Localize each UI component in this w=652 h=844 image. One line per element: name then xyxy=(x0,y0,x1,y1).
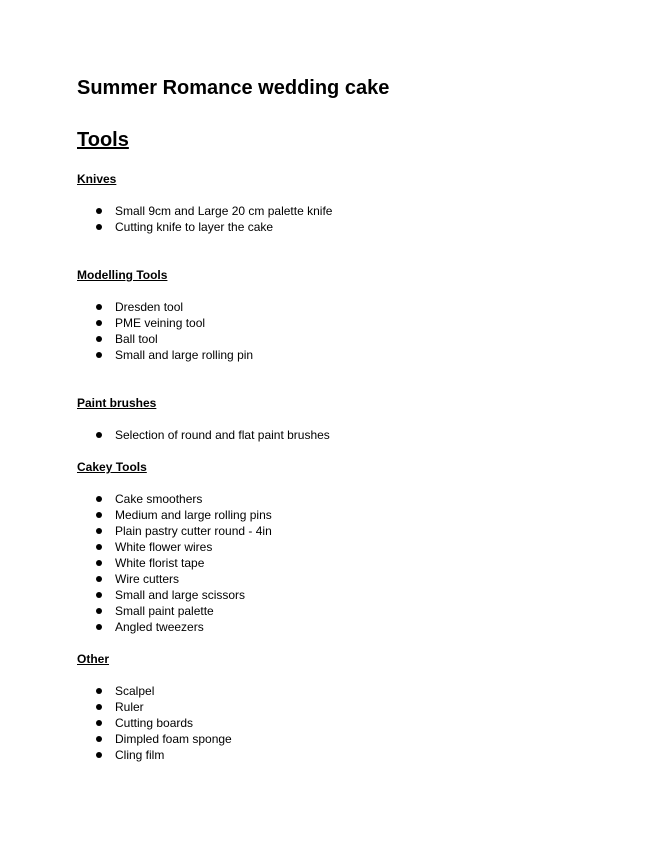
bullet-icon xyxy=(96,224,102,230)
bullet-icon xyxy=(96,704,102,710)
bullet-icon xyxy=(96,608,102,614)
bullet-icon xyxy=(96,688,102,694)
list-item: Cake smoothers xyxy=(77,491,272,507)
section-title: Modelling Tools xyxy=(77,268,168,282)
list-item: Wire cutters xyxy=(77,571,272,587)
section-other xyxy=(77,651,232,763)
list-item: Medium and large rolling pins xyxy=(77,507,272,523)
section-title: Knives xyxy=(77,172,117,186)
section-title: Paint brushes xyxy=(77,396,157,410)
bullet-icon xyxy=(96,736,102,742)
tool-list xyxy=(77,491,272,635)
section-title: Other xyxy=(77,652,110,666)
list-item: Angled tweezers xyxy=(77,619,272,635)
tool-list xyxy=(77,683,232,763)
bullet-icon xyxy=(96,720,102,726)
list-item: Scalpel xyxy=(77,683,232,699)
list-item: Selection of round and flat paint brushes xyxy=(77,427,330,443)
bullet-icon xyxy=(96,336,102,342)
list-item: Dimpled foam sponge xyxy=(77,731,232,747)
list-item: Cutting knife to layer the cake xyxy=(77,219,332,235)
list-item: Small and large rolling pin xyxy=(77,347,253,363)
tool-list xyxy=(77,427,330,443)
section-paint-brushes xyxy=(77,395,330,443)
section-cakey-tools xyxy=(77,459,272,635)
tools-heading: Tools xyxy=(77,129,129,151)
list-item: Cling film xyxy=(77,747,232,763)
list-item: Plain pastry cutter round - 4in xyxy=(77,523,272,539)
list-item: White flower wires xyxy=(77,539,272,555)
bullet-icon xyxy=(96,576,102,582)
list-item: Small paint palette xyxy=(77,603,272,619)
document-title: Summer Romance wedding cake xyxy=(77,77,390,99)
bullet-icon xyxy=(96,432,102,438)
section-modelling-tools xyxy=(77,267,253,363)
bullet-icon xyxy=(96,512,102,518)
list-item: PME veining tool xyxy=(77,315,253,331)
bullet-icon xyxy=(96,352,102,358)
list-item: Dresden tool xyxy=(77,299,253,315)
bullet-icon xyxy=(96,560,102,566)
list-item: Ruler xyxy=(77,699,232,715)
section-knives xyxy=(77,171,332,235)
bullet-icon xyxy=(96,752,102,758)
bullet-icon xyxy=(96,208,102,214)
list-item: Cutting boards xyxy=(77,715,232,731)
bullet-icon xyxy=(96,320,102,326)
section-title: Cakey Tools xyxy=(77,460,147,474)
list-item: White florist tape xyxy=(77,555,272,571)
list-item: Small and large scissors xyxy=(77,587,272,603)
tool-list xyxy=(77,203,332,235)
bullet-icon xyxy=(96,624,102,630)
bullet-icon xyxy=(96,592,102,598)
tool-list xyxy=(77,299,253,363)
list-item: Small 9cm and Large 20 cm palette knife xyxy=(77,203,332,219)
bullet-icon xyxy=(96,544,102,550)
bullet-icon xyxy=(96,528,102,534)
bullet-icon xyxy=(96,304,102,310)
bullet-icon xyxy=(96,496,102,502)
list-item: Ball tool xyxy=(77,331,253,347)
